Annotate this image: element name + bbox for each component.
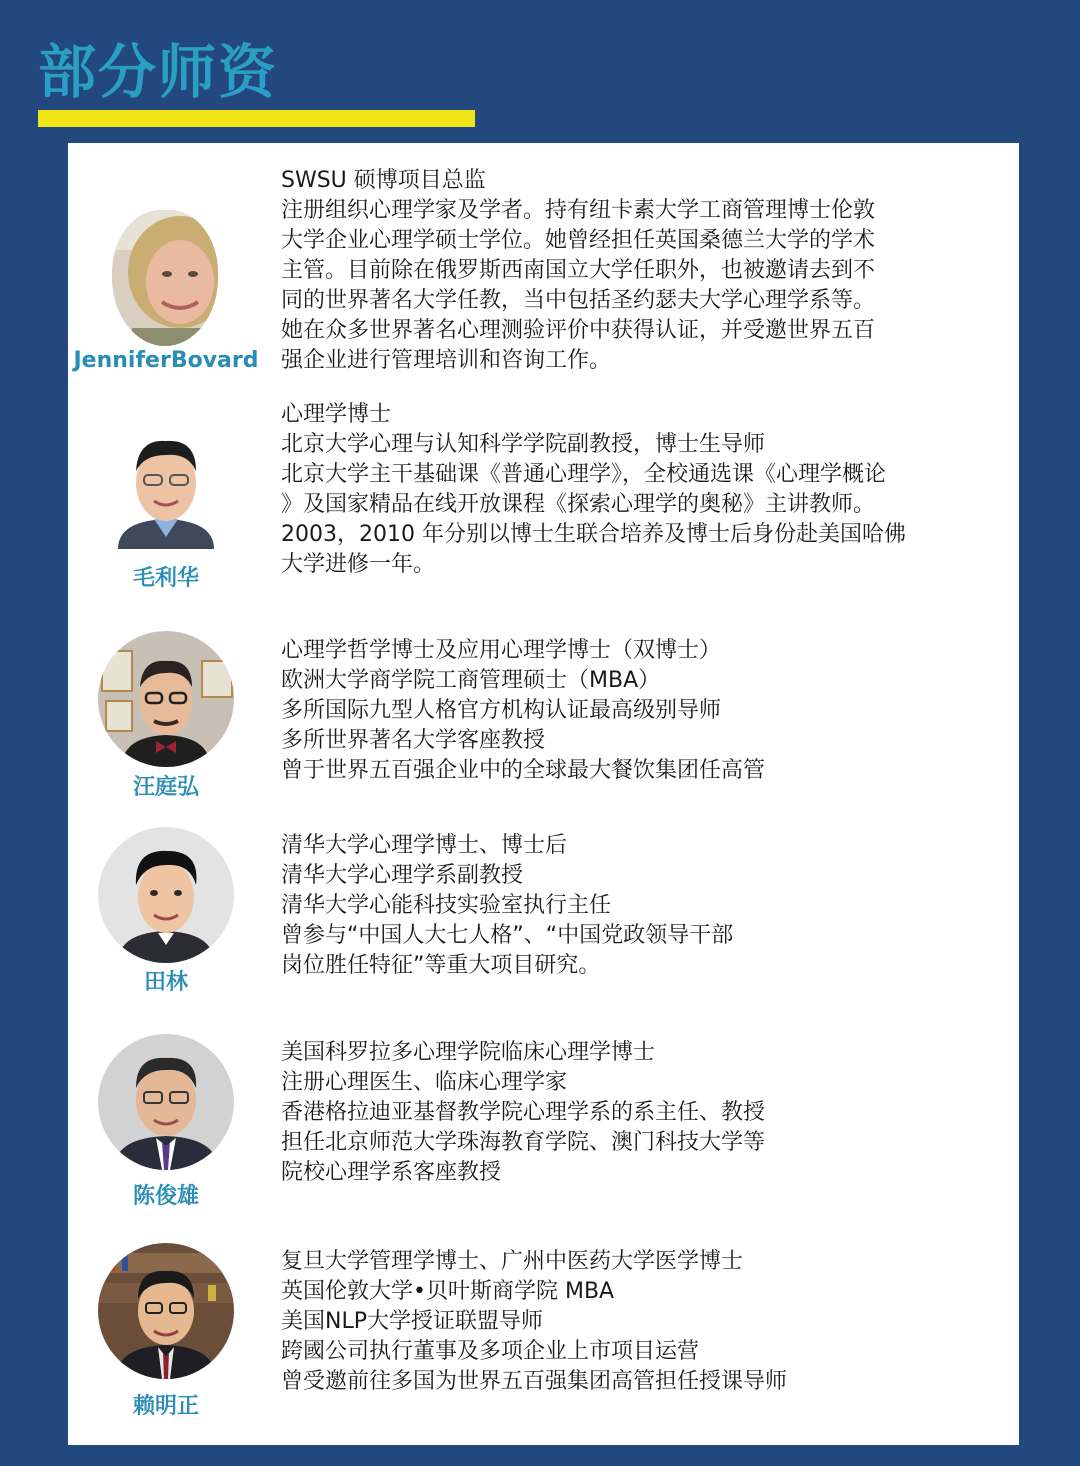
bio-line: 2003，2010 年分别以博士生联合培养及博士后身份赴美国哈佛 [281, 522, 906, 547]
bio-line: 大学企业心理学硕士学位。她曾经担任英国桑德兰大学的学术 [281, 228, 876, 253]
bio-line: SWSU 硕博项目总监 [281, 168, 486, 193]
bio-line: 担任北京师范大学珠海教育学院、澳门科技大学等 [281, 1130, 766, 1155]
bio-line: 大学进修一年。 [281, 552, 436, 577]
teacher-photo [98, 413, 234, 549]
bio-line: 岗位胜任特征”等重大项目研究。 [281, 953, 601, 978]
bio-line: 清华大学心理学博士、博士后 [281, 833, 568, 858]
teacher-name: 陈俊雄 [132, 1184, 199, 1209]
title-underline-bar [38, 110, 475, 127]
teacher-photo [98, 631, 234, 767]
teacher-name: JenniferBovard [73, 348, 259, 373]
teacher-bio [281, 1247, 1001, 1397]
bio-line: 同的世界著名大学任教，当中包括圣约瑟夫大学心理学系等。 [281, 288, 876, 313]
teacher-bio [281, 636, 1001, 786]
bio-line: 欧洲大学商学院工商管理硕士（MBA） [281, 668, 661, 693]
teacher-name: 田林 [143, 970, 188, 995]
bio-line: 曾于世界五百强企业中的全球最大餐饮集团任高管 [281, 758, 766, 783]
bio-line: 主管。目前除在俄罗斯西南国立大学任职外，也被邀请去到不 [281, 258, 876, 283]
teacher-name: 毛利华 [132, 566, 199, 591]
bio-line: 北京大学心理与认知科学学院副教授，博士生导师 [281, 432, 766, 457]
bio-line: 心理学博士 [281, 402, 392, 427]
teacher-photo [98, 827, 234, 963]
bio-line: 曾参与“中国人大七人格”、“中国党政领导干部 [281, 923, 734, 948]
bio-line: 》及国家精品在线开放课程《探索心理学的奥秘》主讲教师。 [281, 492, 876, 517]
bio-line: 美国NLP大学授证联盟导师 [281, 1309, 543, 1334]
bio-line: 心理学哲学博士及应用心理学博士（双博士） [281, 638, 722, 663]
faculty-card [68, 143, 1019, 1445]
bio-line: 清华大学心理学系副教授 [281, 863, 524, 888]
teacher-bio [281, 831, 1001, 981]
bio-line: 注册组织心理学家及学者。持有纽卡素大学工商管理博士伦敦 [281, 198, 876, 223]
bio-line: 北京大学主干基础课《普通心理学》，全校通选课《心理学概论 [281, 462, 887, 487]
bio-line: 多所世界著名大学客座教授 [281, 728, 546, 753]
teacher-bio [281, 400, 1001, 580]
bio-line: 复旦大学管理学博士、广州中医药大学医学博士 [281, 1249, 744, 1274]
teacher-bio [281, 166, 1001, 376]
bio-line: 曾受邀前往多国为世界五百强集团高管担任授课导师 [281, 1369, 788, 1394]
bio-line: 强企业进行管理培训和咨询工作。 [281, 348, 612, 373]
teacher-name: 赖明正 [132, 1394, 199, 1419]
bio-line: 院校心理学系客座教授 [281, 1160, 502, 1185]
page-title: 部分师资 [38, 38, 279, 106]
teacher-bio [281, 1038, 1001, 1188]
bio-line: 美国科罗拉多心理学院临床心理学博士 [281, 1040, 656, 1065]
bio-line: 跨國公司执行董事及多项企业上市项目运营 [281, 1339, 700, 1364]
bio-line: 多所国际九型人格官方机构认证最高级别导师 [281, 698, 722, 723]
teacher-photo [112, 210, 218, 346]
teacher-photo [98, 1243, 234, 1379]
bio-line: 香港格拉迪亚基督教学院心理学系的系主任、教授 [281, 1100, 766, 1125]
teacher-photo [98, 1034, 234, 1170]
bio-line: 英国伦敦大学•贝叶斯商学院 MBA [281, 1279, 615, 1304]
bio-line: 注册心理医生、临床心理学家 [281, 1070, 568, 1095]
bio-line: 清华大学心能科技实验室执行主任 [281, 893, 612, 918]
bio-line: 她在众多世界著名心理测验评价中获得认证，并受邀世界五百 [281, 318, 876, 343]
teacher-name: 汪庭弘 [132, 775, 199, 800]
